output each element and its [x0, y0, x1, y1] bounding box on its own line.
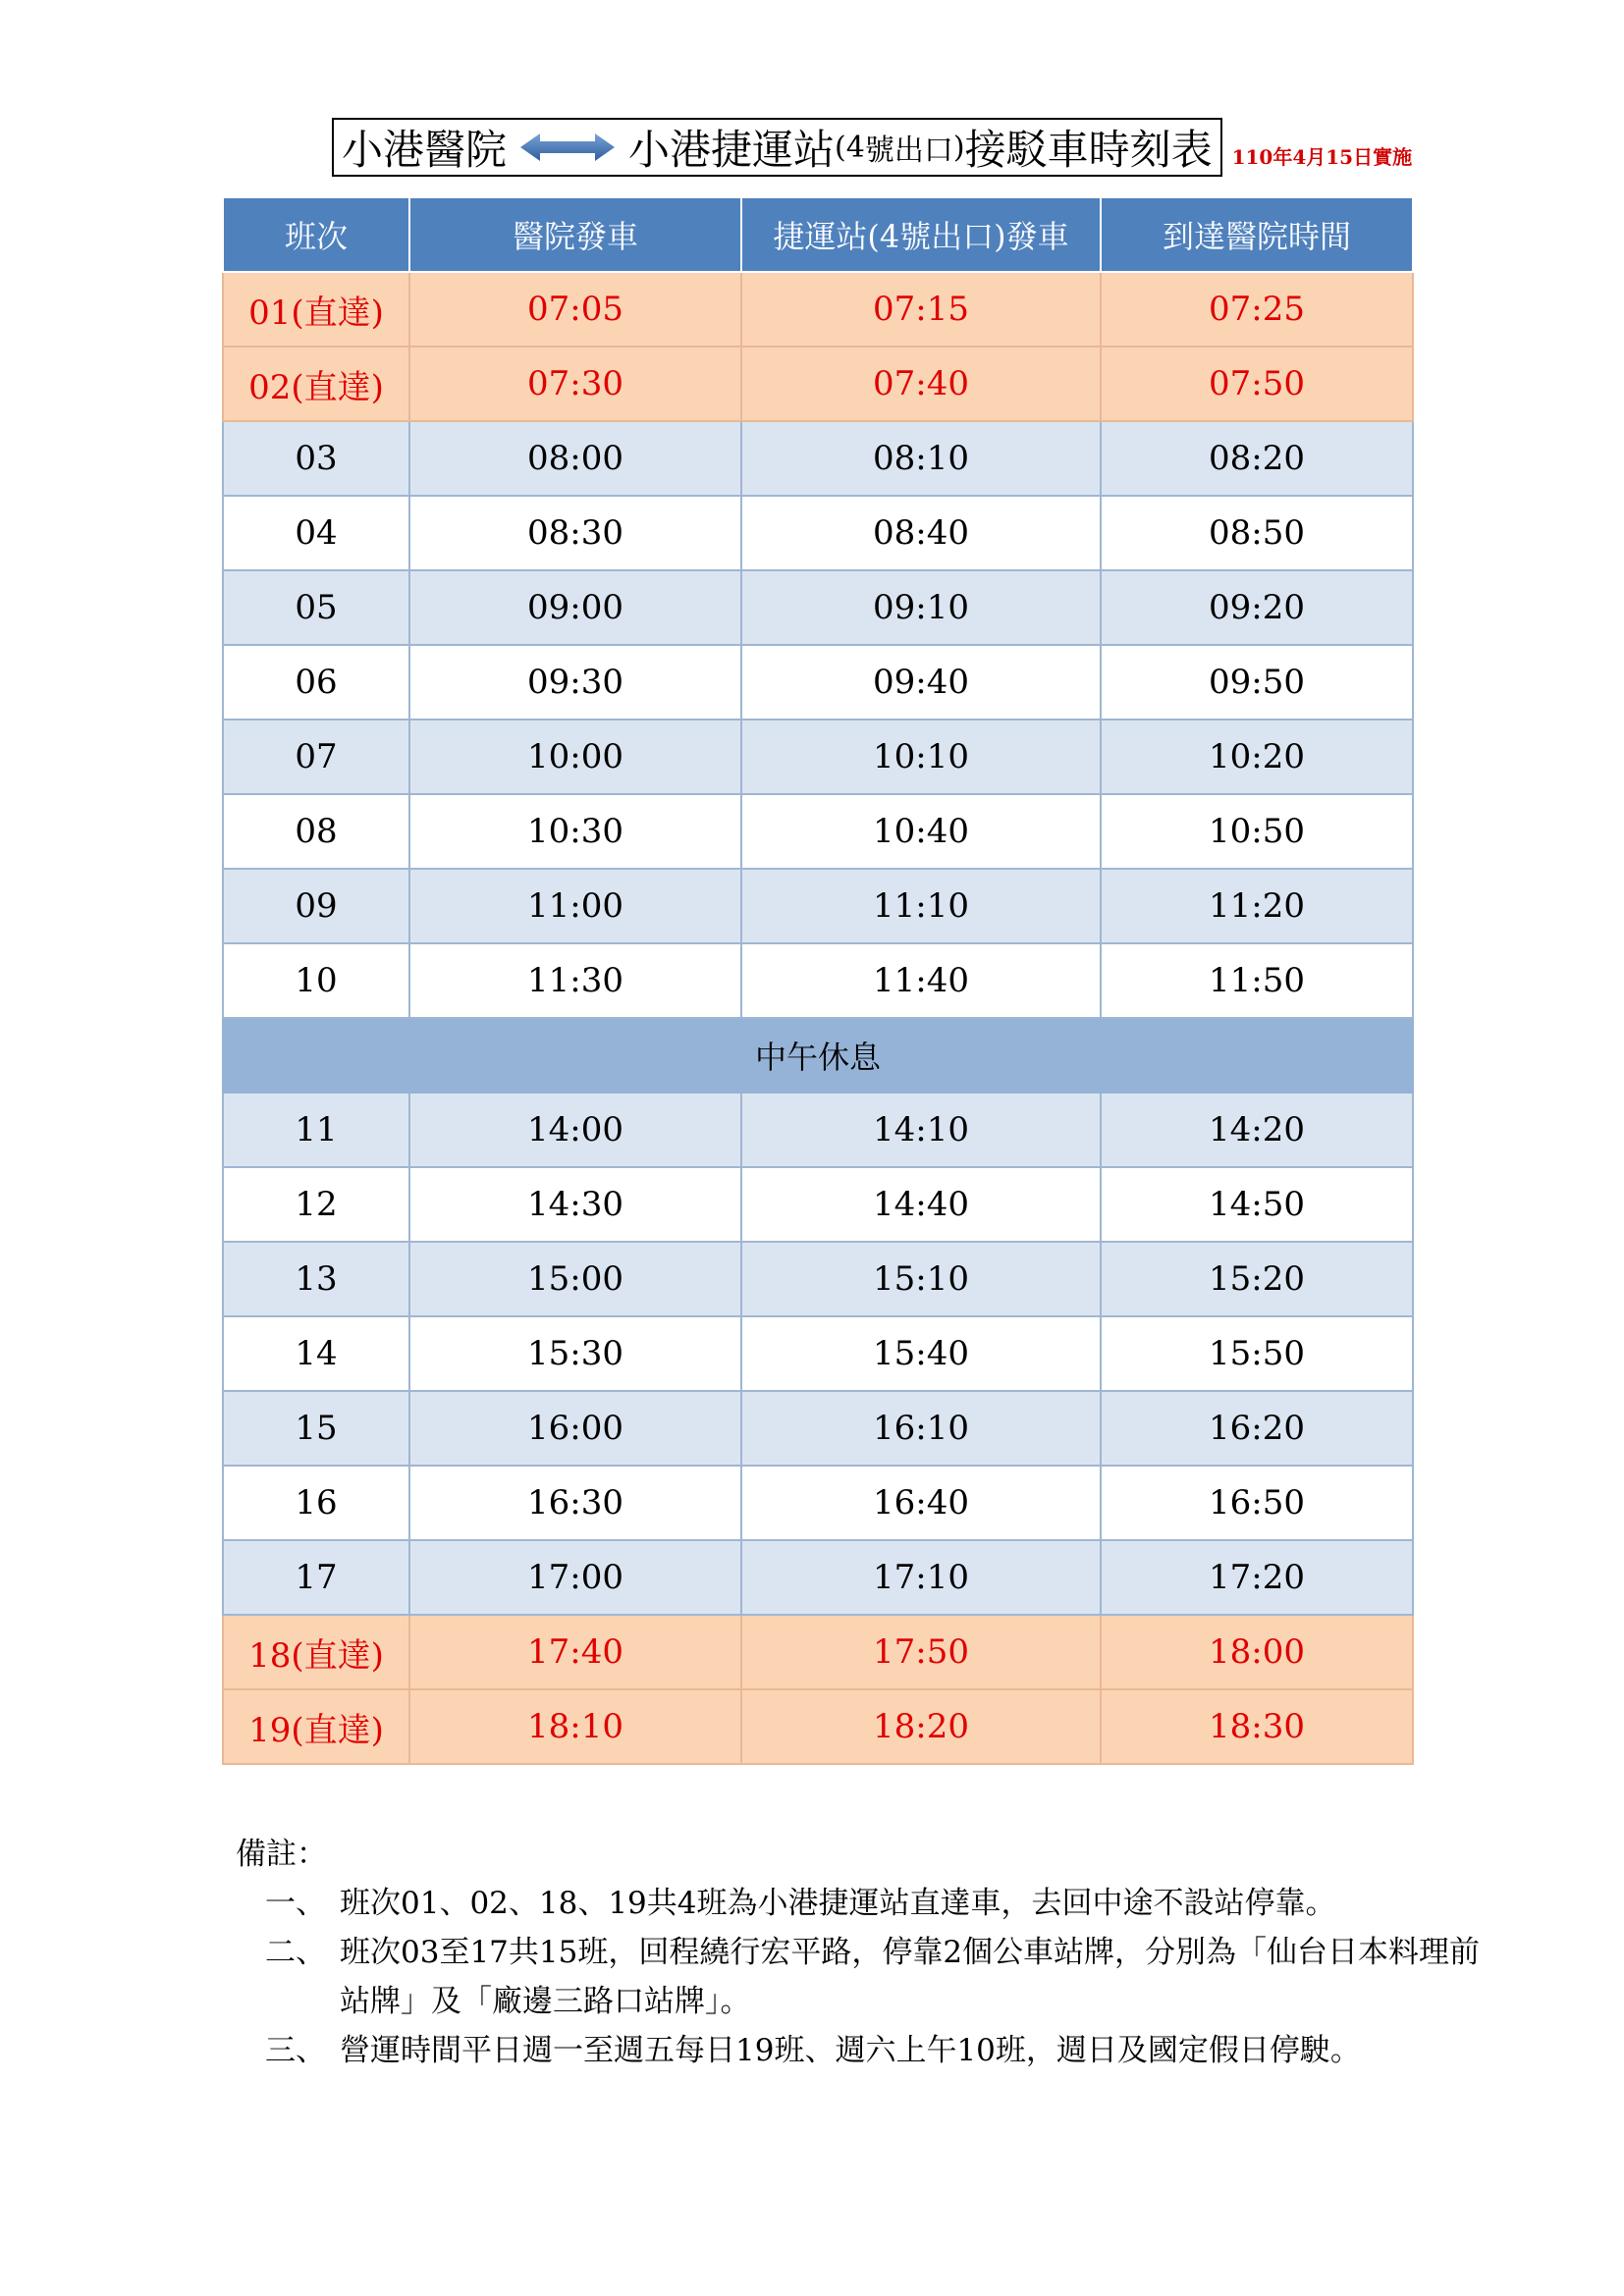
- trip-row: [223, 794, 1413, 869]
- express-trip-row: [223, 347, 1413, 421]
- hospital-departure-cell: 08:30: [409, 496, 741, 570]
- arrival-cell: 16:20: [1101, 1391, 1413, 1466]
- hospital-departure-cell: 14:00: [409, 1093, 741, 1167]
- notes-section: [236, 1830, 1492, 2075]
- trip-row: [223, 1316, 1413, 1391]
- trip-id-cell: 13: [223, 1242, 409, 1316]
- arrival-cell: 18:00: [1101, 1615, 1413, 1689]
- trip-row: [223, 720, 1413, 794]
- station-departure-cell: 08:40: [741, 496, 1101, 570]
- arrival-cell: 09:50: [1101, 645, 1413, 720]
- hospital-departure-cell: 11:00: [409, 869, 741, 943]
- arrival-cell: 11:50: [1101, 943, 1413, 1018]
- trip-id-cell: 01(直達): [223, 272, 409, 347]
- station-departure-cell: 15:10: [741, 1242, 1101, 1316]
- note-item: [236, 1928, 1492, 2026]
- station-departure-cell: 16:10: [741, 1391, 1101, 1466]
- station-departure-cell: 09:40: [741, 645, 1101, 720]
- station-departure-cell: 09:10: [741, 570, 1101, 645]
- note-number: 一、: [265, 1886, 326, 1921]
- hospital-departure-cell: 07:05: [409, 272, 741, 347]
- arrival-cell: 15:50: [1101, 1316, 1413, 1391]
- trip-row: [223, 496, 1413, 570]
- header-hospital-departure: 醫院發車: [409, 197, 741, 272]
- trip-id-cell: 08: [223, 794, 409, 869]
- arrival-cell: 10:50: [1101, 794, 1413, 869]
- table-header-row: [223, 197, 1413, 272]
- trip-id-cell: 05: [223, 570, 409, 645]
- trip-id-cell: 16: [223, 1466, 409, 1540]
- title-paren-close: ): [952, 130, 965, 165]
- express-trip-row: [223, 1615, 1413, 1689]
- station-departure-cell: 14:10: [741, 1093, 1101, 1167]
- lunch-break-row: [223, 1018, 1413, 1093]
- station-departure-cell: 18:20: [741, 1689, 1101, 1764]
- arrival-cell: 11:20: [1101, 869, 1413, 943]
- arrival-cell: 15:20: [1101, 1242, 1413, 1316]
- header-arrival: 到達醫院時間: [1101, 197, 1413, 272]
- hospital-departure-cell: 17:00: [409, 1540, 741, 1615]
- trip-id-cell: 18(直達): [223, 1615, 409, 1689]
- arrival-cell: 08:20: [1101, 421, 1413, 496]
- hospital-departure-cell: 08:00: [409, 421, 741, 496]
- trip-row: [223, 1242, 1413, 1316]
- double-arrow-icon: [520, 133, 615, 162]
- trip-row: [223, 1167, 1413, 1242]
- title-suffix: 接駁車時刻表: [964, 126, 1213, 174]
- arrival-cell: 18:30: [1101, 1689, 1413, 1764]
- header-station-departure: 捷運站(4號出口)發車: [741, 197, 1101, 272]
- hospital-departure-cell: 15:00: [409, 1242, 741, 1316]
- effective-date: 110年4月15日實施: [1231, 144, 1413, 169]
- trip-id-cell: 14: [223, 1316, 409, 1391]
- arrival-cell: 09:20: [1101, 570, 1413, 645]
- note-text: 班次03至17共15班，回程繞行宏平路，停靠2個公車站牌，分別為「仙台日本料理前站牌」及「廠邊三路口站牌」。: [340, 1935, 1481, 2019]
- trip-id-cell: 12: [223, 1167, 409, 1242]
- express-trip-row: [223, 272, 1413, 347]
- station-departure-cell: 11:10: [741, 869, 1101, 943]
- arrival-cell: 17:20: [1101, 1540, 1413, 1615]
- station-departure-cell: 16:40: [741, 1466, 1101, 1540]
- hospital-departure-cell: 14:30: [409, 1167, 741, 1242]
- header-trip: 班次: [223, 197, 409, 272]
- note-item: [236, 2026, 1492, 2075]
- arrival-cell: 14:20: [1101, 1093, 1413, 1167]
- station-departure-cell: 08:10: [741, 421, 1101, 496]
- lunch-break-label: 中午休息: [223, 1018, 1413, 1093]
- hospital-departure-cell: 09:00: [409, 570, 741, 645]
- hospital-departure-cell: 17:40: [409, 1615, 741, 1689]
- hospital-departure-cell: 16:30: [409, 1466, 741, 1540]
- title-paren-open: (: [835, 130, 846, 165]
- hospital-departure-cell: 10:30: [409, 794, 741, 869]
- trip-id-cell: 06: [223, 645, 409, 720]
- title-exit-number: 4: [845, 130, 865, 165]
- notes-heading: 備註：: [236, 1837, 327, 1872]
- trip-id-cell: 07: [223, 720, 409, 794]
- hospital-departure-cell: 10:00: [409, 720, 741, 794]
- station-departure-cell: 11:40: [741, 943, 1101, 1018]
- arrival-cell: 07:50: [1101, 347, 1413, 421]
- trip-id-cell: 17: [223, 1540, 409, 1615]
- station-departure-cell: 07:40: [741, 347, 1101, 421]
- hospital-departure-cell: 15:30: [409, 1316, 741, 1391]
- schedule-table: [222, 196, 1414, 1765]
- express-trip-row: [223, 1689, 1413, 1764]
- arrival-cell: 16:50: [1101, 1466, 1413, 1540]
- station-departure-cell: 17:10: [741, 1540, 1101, 1615]
- hospital-departure-cell: 16:00: [409, 1391, 741, 1466]
- trip-row: [223, 645, 1413, 720]
- note-text: 班次01、02、18、19共4班為小港捷運站直達車，去回中途不設站停靠。: [340, 1886, 1336, 1921]
- trip-id-cell: 15: [223, 1391, 409, 1466]
- trip-id-cell: 19(直達): [223, 1689, 409, 1764]
- note-number: 三、: [265, 2033, 326, 2068]
- station-departure-cell: 14:40: [741, 1167, 1101, 1242]
- trip-row: [223, 1466, 1413, 1540]
- trip-row: [223, 1093, 1413, 1167]
- arrival-cell: 07:25: [1101, 272, 1413, 347]
- trip-row: [223, 570, 1413, 645]
- station-departure-cell: 10:40: [741, 794, 1101, 869]
- title-exit-label: 號出口: [864, 133, 953, 168]
- title-origin: 小港醫院: [342, 126, 508, 174]
- trip-id-cell: 04: [223, 496, 409, 570]
- trip-row: [223, 1540, 1413, 1615]
- arrival-cell: 08:50: [1101, 496, 1413, 570]
- title-row: [332, 116, 1412, 179]
- station-departure-cell: 17:50: [741, 1615, 1101, 1689]
- station-departure-cell: 15:40: [741, 1316, 1101, 1391]
- hospital-departure-cell: 09:30: [409, 645, 741, 720]
- trip-id-cell: 09: [223, 869, 409, 943]
- title-destination: 小港捷運站: [628, 126, 836, 174]
- hospital-departure-cell: 07:30: [409, 347, 741, 421]
- trip-id-cell: 02(直達): [223, 347, 409, 421]
- trip-row: [223, 943, 1413, 1018]
- note-item: [236, 1879, 1492, 1928]
- page-title: [332, 118, 1222, 177]
- trip-row: [223, 869, 1413, 943]
- note-text: 營運時間平日週一至週五每日19班、週六上午10班，週日及國定假日停駛。: [340, 2033, 1361, 2068]
- trip-row: [223, 421, 1413, 496]
- station-departure-cell: 10:10: [741, 720, 1101, 794]
- trip-id-cell: 10: [223, 943, 409, 1018]
- station-departure-cell: 07:15: [741, 272, 1101, 347]
- arrival-cell: 14:50: [1101, 1167, 1413, 1242]
- hospital-departure-cell: 11:30: [409, 943, 741, 1018]
- trip-id-cell: 03: [223, 421, 409, 496]
- schedule-body: [223, 272, 1413, 1764]
- note-number: 二、: [265, 1935, 326, 1970]
- hospital-departure-cell: 18:10: [409, 1689, 741, 1764]
- trip-id-cell: 11: [223, 1093, 409, 1167]
- trip-row: [223, 1391, 1413, 1466]
- arrival-cell: 10:20: [1101, 720, 1413, 794]
